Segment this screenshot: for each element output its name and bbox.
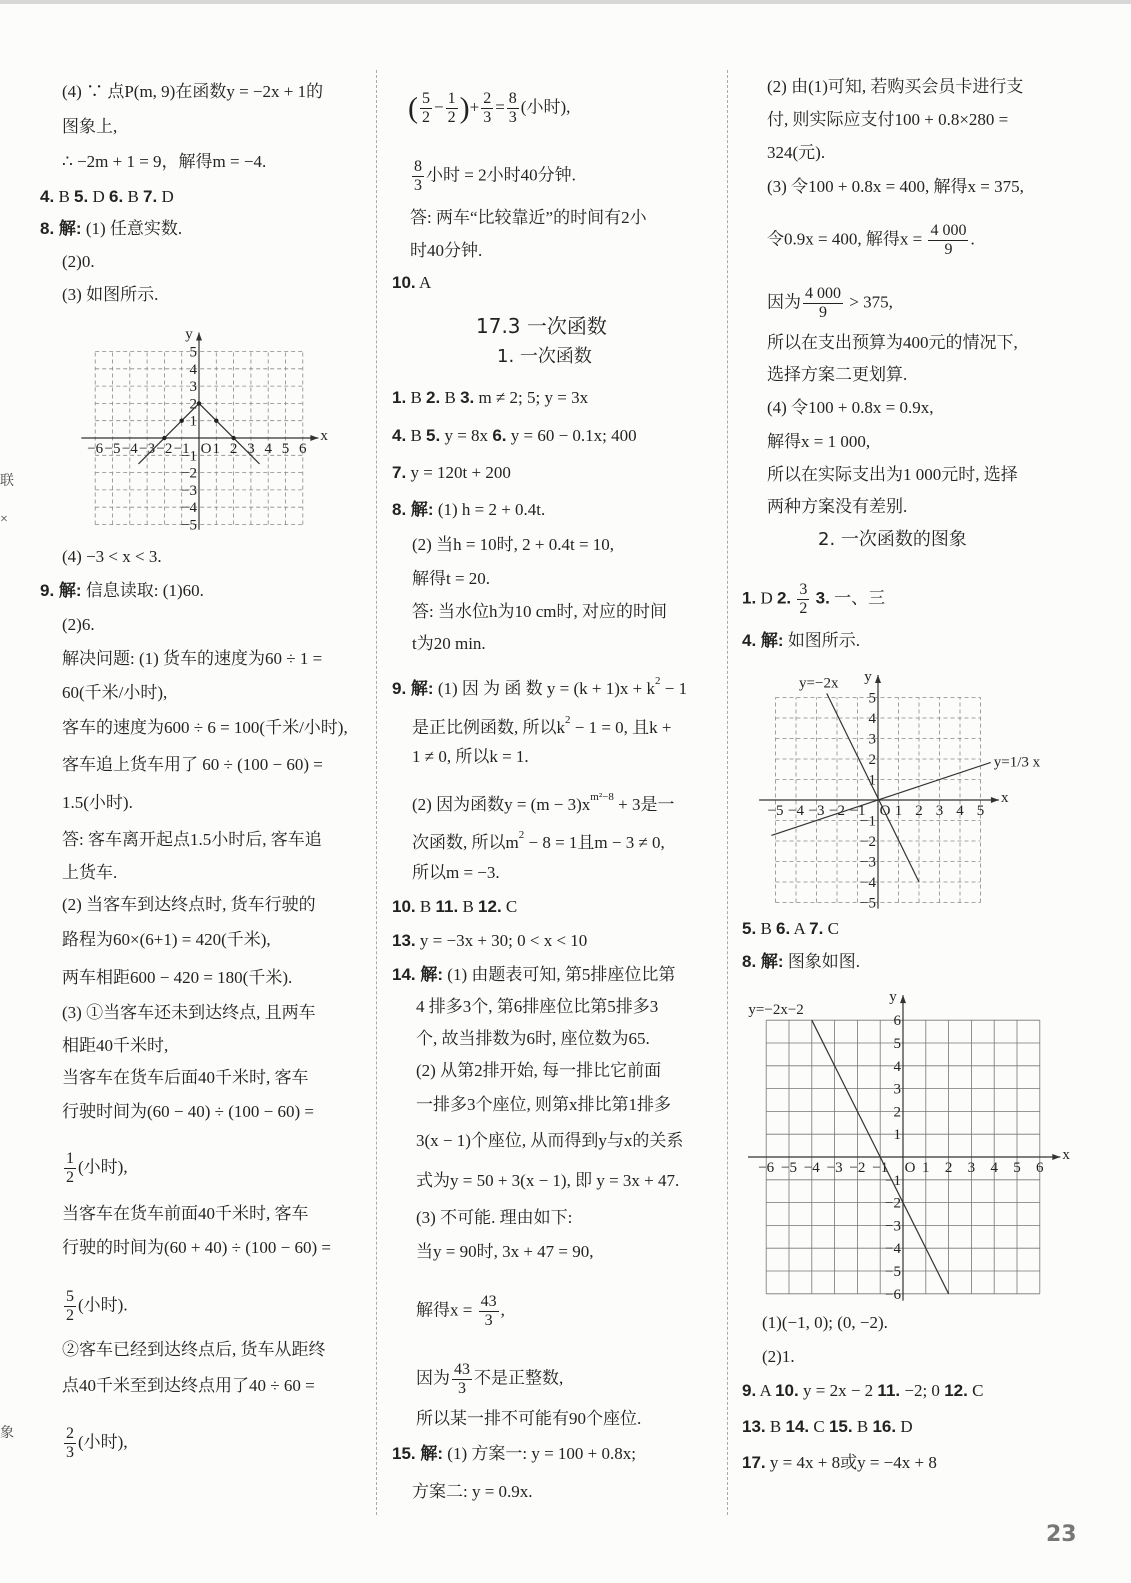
question-number: 12. — [478, 897, 502, 916]
numerator: 4 000 — [805, 285, 841, 302]
text: D — [896, 1417, 913, 1436]
x-tick-label: 1 — [894, 803, 903, 819]
text: 是正比例函数, 所以k — [412, 718, 565, 737]
text: (4) −3 < x < 3. — [62, 547, 162, 566]
x-tick-label: 5 — [281, 441, 290, 457]
y-tick-label: −2 — [885, 1195, 901, 1212]
y-tick-label: 5 — [189, 344, 197, 361]
text: B — [440, 388, 461, 407]
question-number: 8. 解: — [742, 952, 784, 971]
x-tick-label: 5 — [976, 803, 985, 819]
x-tick-label: −1 — [849, 803, 866, 819]
text: (1) 任意实数. — [81, 219, 183, 238]
text: (2) 由(1)可知, 若购买会员卡进行支 — [767, 77, 1024, 96]
text: A — [415, 273, 432, 292]
y-tick-label: −2 — [181, 465, 197, 482]
question-number: 8. 解: — [40, 219, 82, 238]
edge-fragment: 联 — [0, 474, 14, 489]
denominator: 2 — [66, 1307, 74, 1324]
x-tick-label: 4 — [264, 441, 272, 457]
text: 两种方案没有差别. — [767, 497, 908, 516]
text: 答: 客车离开起点1.5小时后, 客车追 — [62, 830, 322, 849]
text: 当y = 90时, 3x + 47 = 90, — [416, 1242, 594, 1261]
text: (2) 当客车到达终点时, 货车行驶的 — [62, 895, 316, 914]
text: − 1 = 0, 且k + — [570, 718, 672, 737]
text: 60(千米/小时), — [62, 683, 168, 702]
x-tick-label: −2 — [156, 441, 173, 457]
text: 行驶时间为(60 − 40) ÷ (100 − 60) = — [62, 1102, 314, 1121]
numerator: 43 — [480, 1293, 497, 1310]
denominator: 9 — [944, 241, 953, 258]
text: 相距40千米时, — [62, 1036, 169, 1055]
text: (3) 如图所示. — [62, 285, 159, 304]
question-number: 5. — [426, 426, 441, 445]
question-number: 6. — [776, 919, 791, 938]
denominator: 3 — [458, 1380, 466, 1397]
x-tick-label: −4 — [803, 1160, 820, 1176]
numerator: 2 — [483, 90, 492, 107]
text: y = 120t + 200 — [406, 463, 511, 482]
y-tick-label: −4 — [181, 500, 197, 517]
y-axis-label: y — [889, 989, 897, 1006]
text: 图象上, — [62, 117, 118, 136]
x-tick-label: −2 — [829, 803, 845, 819]
text: 点40千米至到达终点用了40 ÷ 60 = — [62, 1376, 315, 1395]
x-tick-label: −1 — [173, 441, 190, 457]
subsection-title: 1. 一次函数 — [497, 346, 592, 367]
question-number: 5. — [74, 187, 89, 206]
x-arrow-icon — [1052, 1154, 1060, 1160]
numerator: 5 — [422, 90, 430, 107]
text: (小时), — [78, 1157, 128, 1177]
question-number: 15. 解: — [392, 1444, 444, 1463]
numerator: 8 — [508, 90, 517, 107]
x-tick-label: −5 — [767, 803, 784, 819]
y-tick-label: −1 — [885, 1172, 901, 1189]
function-label: y=1/3 x — [993, 754, 1041, 771]
x-tick-label: 5 — [1013, 1160, 1021, 1176]
text: (3) 令100 + 0.8x = 400, 解得x = 375, — [767, 177, 1024, 196]
x-axis-label: x — [1000, 790, 1009, 806]
text: (小时), — [520, 97, 571, 117]
edge-fragment: × — [0, 512, 8, 527]
text: C — [967, 1381, 984, 1400]
x-tick-label: 2 — [229, 441, 238, 457]
question-number: 8. 解: — [392, 500, 434, 519]
question-number: 6. — [492, 426, 507, 445]
numerator: 8 — [414, 158, 422, 175]
text: B — [765, 1417, 786, 1436]
y-tick-label: 2 — [893, 1104, 901, 1121]
y-tick-label: 6 — [893, 1013, 901, 1030]
origin-label: O — [200, 441, 212, 457]
superscript: m²−8 — [590, 791, 614, 803]
text: 一排多3个座位, 则第x排比第1排多 — [416, 1095, 671, 1114]
text: (1)(−1, 0); (0, −2). — [762, 1313, 888, 1332]
parenthesis: ( — [408, 91, 418, 125]
x-tick-label: 1 — [922, 1160, 930, 1176]
x-tick-label: −4 — [121, 441, 138, 457]
question-number: 10. — [392, 897, 416, 916]
text: D — [756, 588, 777, 608]
x-tick-label: 6 — [299, 441, 307, 457]
text: (1) h = 2 + 0.4t. — [433, 500, 546, 519]
text: 上货车. — [62, 863, 118, 882]
text: A — [756, 1381, 776, 1400]
question-number: 1. — [742, 588, 757, 608]
y-tick-label: 3 — [189, 379, 197, 396]
y-tick-label: −1 — [181, 448, 197, 465]
x-tick-label: −4 — [788, 803, 804, 819]
denominator: 3 — [483, 109, 492, 126]
text: 式为y = 50 + 3(x − 1), 即 y = 3x + 47. — [416, 1171, 680, 1190]
y-tick-label: 1 — [893, 1127, 901, 1144]
denominator: 2 — [422, 109, 430, 126]
text: 付, 则实际应支付100 + 0.8×280 = — [767, 110, 1009, 129]
text: D — [88, 187, 109, 206]
text: 所以在支出预算为400元的情况下, — [767, 333, 1018, 352]
x-tick-label: −6 — [758, 1160, 775, 1176]
y-tick-label: 1 — [189, 413, 197, 430]
text: y = 2x − 2 — [798, 1381, 878, 1400]
x-tick-label: −2 — [849, 1160, 866, 1176]
text: D — [157, 187, 174, 206]
x-tick-label: 6 — [1036, 1160, 1044, 1176]
text: B — [54, 187, 75, 206]
text: 所以某一排不可能有90个座位. — [416, 1409, 642, 1428]
question-number: 14. 解: — [392, 965, 444, 984]
text: 因为 — [767, 292, 801, 312]
text: 解得x = — [416, 1300, 477, 1320]
x-tick-label: −5 — [104, 441, 121, 457]
function-label: y=−2x — [799, 675, 839, 692]
question-number: 6. — [109, 187, 124, 206]
text: (2)1. — [762, 1347, 795, 1366]
y-tick-label: 5 — [868, 690, 876, 707]
question-number: 4. — [40, 187, 55, 206]
denominator: 3 — [414, 177, 422, 194]
y-axis-label: y — [185, 326, 193, 343]
text: 不是正整数, — [474, 1368, 564, 1388]
x-tick-label: −3 — [139, 441, 156, 457]
y-tick-label: 5 — [893, 1036, 901, 1052]
text: (小时), — [78, 1432, 128, 1452]
question-number: 7. — [143, 187, 158, 206]
y-axis-label: y — [864, 668, 872, 685]
text: + 3是一 — [613, 795, 675, 814]
denominator: 2 — [447, 109, 456, 126]
text: 信息读取: (1)60. — [81, 581, 204, 600]
text: B — [406, 426, 427, 445]
question-number: 17. — [742, 1453, 766, 1472]
text: 解决问题: (1) 货车的速度为60 ÷ 1 = — [62, 649, 323, 668]
question-number: 13. — [742, 1417, 766, 1436]
text: 小时 = 2小时40分钟. — [426, 165, 576, 185]
y-tick-label: −2 — [860, 834, 876, 850]
y-tick-label: 3 — [868, 731, 876, 748]
y-tick-label: −4 — [860, 875, 876, 891]
text: − — [434, 97, 444, 117]
text: ②客车已经到达终点后, 货车从距终 — [62, 1340, 326, 1359]
parenthesis: ) — [459, 91, 470, 125]
x-tick-label: −3 — [826, 1160, 843, 1176]
denominator: 3 — [484, 1312, 493, 1329]
question-number: 12. — [944, 1381, 968, 1400]
text: −2; 0 — [900, 1381, 945, 1400]
denominator: 9 — [819, 304, 827, 321]
question-number: 11. — [877, 1381, 901, 1400]
y-tick-label: −1 — [860, 813, 876, 830]
text: − 1 — [660, 679, 688, 698]
text: y = −3x + 30; 0 < x < 10 — [415, 931, 588, 950]
question-number: 10. — [392, 273, 416, 292]
x-tick-label: −6 — [87, 441, 104, 457]
text: 1 ≠ 0, 所以k = 1. — [412, 747, 529, 766]
text: 选择方案二更划算. — [767, 365, 908, 384]
question-number: 5. — [742, 919, 757, 938]
text: (2) 当h = 10时, 2 + 0.4t = 10, — [412, 535, 615, 554]
numerator: 43 — [454, 1361, 470, 1378]
numerator: 3 — [799, 581, 808, 598]
text: 解得t = 20. — [412, 569, 491, 588]
x-tick-label: 3 — [967, 1160, 976, 1176]
question-number: 2. — [426, 388, 441, 407]
page-number: 23 — [1046, 1522, 1077, 1547]
text: (1) 由题表可知, 第5排座位比第 — [443, 965, 676, 984]
y-arrow-icon — [900, 995, 906, 1003]
x-tick-label: 2 — [915, 803, 923, 819]
y-tick-label: −3 — [885, 1218, 901, 1235]
text: y = 4x + 8或y = −4x + 8 — [765, 1453, 937, 1472]
text: C — [809, 1417, 829, 1436]
text: m ≠ 2; 5; y = 3x — [474, 388, 589, 407]
x-axis-label: x — [320, 428, 328, 444]
function-label: y=−2x−2 — [748, 1002, 804, 1019]
text: 当客车在货车后面40千米时, 客车 — [62, 1068, 309, 1087]
y-tick-label: 4 — [189, 361, 197, 378]
x-tick-label: −3 — [808, 803, 825, 819]
text: . — [970, 229, 975, 249]
text: (4) 令100 + 0.8x = 0.9x, — [767, 398, 934, 417]
y-tick-label: 3 — [893, 1081, 901, 1098]
question-number: 1. — [392, 388, 407, 407]
text: (1) 方案一: y = 100 + 0.8x; — [443, 1444, 636, 1463]
text: 行驶的时间为(60 + 40) ÷ (100 − 60) = — [62, 1238, 331, 1257]
question-number: 15. — [828, 1417, 853, 1436]
text: B — [852, 1417, 873, 1436]
text: 因为 — [416, 1368, 450, 1388]
superscript: 2 — [518, 829, 525, 841]
text: 解得x = 1 000, — [767, 432, 871, 451]
y-tick-label: −4 — [885, 1241, 901, 1258]
text: , — [500, 1300, 505, 1320]
text: − 8 = 1且m − 3 ≠ 0, — [524, 833, 665, 852]
numerator: 2 — [66, 1425, 74, 1442]
text: = — [495, 97, 505, 117]
numerator: 5 — [66, 1288, 74, 1305]
x-tick-label: 3 — [935, 803, 944, 819]
x-tick-label: 4 — [956, 803, 964, 819]
text: 令0.9x = 400, 解得x = — [767, 229, 927, 249]
y-tick-label: 4 — [893, 1058, 901, 1075]
y-tick-label: 4 — [868, 711, 876, 727]
text: 如图所示. — [783, 631, 861, 650]
text: 1.5(小时). — [62, 793, 133, 812]
denominator: 2 — [66, 1169, 74, 1186]
text: (4) ∵ 点P(m, 9)在函数y = −2x + 1的 — [62, 82, 324, 101]
text: 答: 两车“比较靠近”的时间有2小 — [410, 208, 647, 227]
origin-label: O — [879, 803, 891, 819]
question-number: 2. — [776, 588, 792, 608]
question-number: 9. — [742, 1381, 757, 1400]
text: C — [501, 897, 518, 916]
text: (小时). — [78, 1295, 128, 1315]
text: 324(元). — [767, 143, 826, 162]
text: 图象如图. — [783, 952, 861, 971]
text: 路程为60×(6+1) = 420(千米), — [62, 930, 271, 949]
question-number: 13. — [392, 931, 416, 950]
question-number: 4. 解: — [742, 631, 784, 650]
text: (2)0. — [62, 252, 95, 271]
question-number: 3. — [815, 588, 830, 608]
question-number: 3. — [460, 388, 475, 407]
denominator: 3 — [66, 1444, 74, 1461]
section-title: 17.3 一次函数 — [476, 314, 607, 338]
text: A — [790, 919, 810, 938]
numerator: 1 — [66, 1150, 74, 1167]
text: B — [458, 897, 479, 916]
text: t为20 min. — [412, 634, 486, 653]
x-tick-label: 4 — [990, 1160, 998, 1176]
text: 所以m = −3. — [412, 863, 500, 882]
y-tick-label: −5 — [860, 895, 876, 912]
question-number: 16. — [872, 1417, 897, 1436]
text: 当客车在货车前面40千米时, 客车 — [62, 1204, 309, 1223]
text: B — [415, 897, 436, 916]
numerator: 1 — [447, 90, 456, 107]
text: B — [406, 388, 427, 407]
question-number: 7. — [392, 463, 407, 482]
y-tick-label: −3 — [860, 854, 876, 871]
question-number: 9. 解: — [40, 581, 82, 600]
denominator: 2 — [799, 600, 808, 617]
text: (3) ①当客车还未到达终点, 且两车 — [62, 1003, 316, 1022]
text: 所以在实际支出为1 000元时, 选择 — [767, 465, 1018, 484]
edge-fragment: 象 — [0, 1426, 14, 1441]
text: (2) 从第2排开始, 每一排比它前面 — [416, 1061, 662, 1080]
question-number: 11. — [435, 897, 459, 916]
x-tick-label: 1 — [212, 441, 221, 457]
text: 一、三 — [829, 588, 886, 608]
text: C — [823, 919, 839, 938]
text: 方案二: y = 0.9x. — [412, 1482, 533, 1501]
y-tick-label: 2 — [189, 396, 197, 413]
origin-label: O — [904, 1160, 916, 1176]
question-number: 9. 解: — [392, 679, 434, 698]
text: 两车相距600 − 420 = 180(千米). — [62, 968, 293, 987]
y-tick-label: −5 — [885, 1264, 901, 1280]
text: (3) 不可能. 理由如下: — [416, 1208, 573, 1227]
superscript: 2 — [654, 675, 661, 687]
question-number: 14. — [785, 1417, 810, 1436]
text: (2) 因为函数y = (m − 3)x — [412, 795, 591, 814]
denominator: 3 — [508, 109, 517, 126]
text: 个, 故当排数为6时, 座位数为65. — [416, 1029, 650, 1048]
text: (2)6. — [62, 615, 95, 634]
text: + — [469, 97, 480, 117]
superscript: 2 — [565, 714, 571, 726]
text: (1) 因 为 函 数 y = (k + 1)x + k — [433, 679, 655, 698]
y-tick-label: −6 — [885, 1286, 901, 1303]
x-tick-label: 2 — [944, 1160, 953, 1176]
text: y = 60 − 0.1x; 400 — [506, 426, 637, 445]
text: 时40分钟. — [410, 241, 483, 260]
text: 3(x − 1)个座位, 从而得到y与x的关系 — [416, 1131, 684, 1150]
y-tick-label: 2 — [868, 752, 876, 768]
subsection-title: 2. 一次函数的图象 — [818, 529, 967, 550]
question-number: 10. — [775, 1381, 799, 1400]
text: 次函数, 所以m — [412, 833, 519, 852]
x-tick-label: −1 — [872, 1160, 889, 1176]
text: 答: 当水位h为10 cm时, 对应的时间 — [412, 602, 667, 621]
text: B — [123, 187, 144, 206]
text: y = 8x — [440, 426, 493, 445]
numerator: 4 000 — [930, 222, 967, 239]
x-axis-label: x — [1062, 1147, 1070, 1163]
text: 客车的速度为600 ÷ 6 = 100(千米/小时), — [62, 718, 348, 737]
question-number: 4. — [392, 426, 407, 445]
question-number: 7. — [809, 919, 824, 938]
x-tick-label: −5 — [781, 1160, 797, 1176]
y-tick-label: −3 — [181, 482, 197, 499]
x-tick-label: 3 — [247, 441, 255, 457]
text: 4 排多3个, 第6排座位比第5排多3 — [416, 997, 659, 1016]
text: > 375, — [845, 292, 893, 312]
text: B — [756, 919, 777, 938]
text: ∴ −2m + 1 = 9，解得m = −4. — [62, 152, 267, 171]
y-tick-label: −5 — [181, 517, 197, 534]
text: 客车追上货车用了 60 ÷ (100 − 60) = — [62, 755, 323, 774]
y-tick-label: 1 — [868, 772, 876, 789]
